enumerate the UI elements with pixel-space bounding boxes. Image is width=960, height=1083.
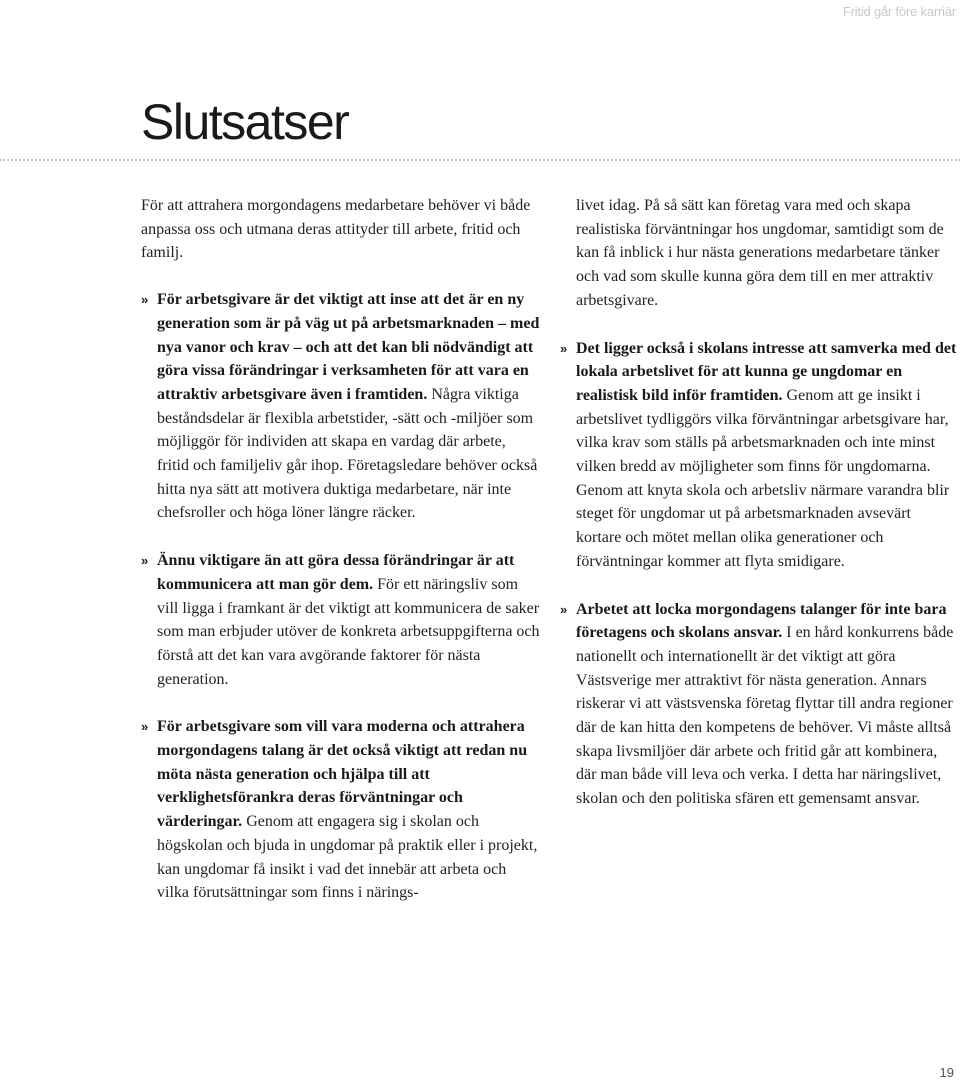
item-body: Genom att engagera sig i skolan och högskolan och bjuda in ungdomar på praktik eller i projekt, kan ungdomar få insikt i vad det innebär att arbeta och vilka förutsättningar som finns i närings- <box>157 813 538 902</box>
bullet-icon: » <box>141 719 149 735</box>
bullet-icon: » <box>560 601 568 617</box>
bullet-icon: » <box>560 340 568 356</box>
continued-paragraph: livet idag. På så sätt kan företag vara med och skapa realistiska förväntningar hos ungdomar, samtidigt som de kan få inblick i hur nästa generations medarbetare tänker och vad som skulle kunna göra dem till en mer attraktiv arbetsgivare. <box>576 197 944 309</box>
right-column <box>560 194 960 835</box>
intro-paragraph: För att attrahera morgondagens medarbetare behöver vi både anpassa oss och utmana deras attityder till arbete, fritid och familj. <box>141 197 531 262</box>
conclusion-item <box>141 288 541 525</box>
running-header: Fritid går före karriär <box>842 4 956 19</box>
conclusion-item <box>560 337 960 574</box>
conclusion-item <box>141 549 541 691</box>
item-body: För ett näringsliv som vill ligga i framkant är det viktigt att kommunicera de saker som man erbjuder utöver de konkreta arbetsuppgifterna och förstå att det kan vara avgörande faktorer för nästa generation. <box>157 575 540 688</box>
item-body: I en hård konkurrens både nationellt och internationellt är det viktigt att göra Västsverige mer attraktivt för nästa generation. Annars riskerar vi att västsvenska företag flyttar till andra regioner där de kan hitta den kompetens de behöver. Vi måste alltså skapa livsmiljöer där arbete och fritid går att kombinera, där man både vill leva och verka. I detta har näringslivet, skolan och den politiska sfären ett gemensamt ansvar. <box>576 624 954 808</box>
item-lead: Det ligger också i skolans intresse att samverka med det lokala arbetslivet för att kunna ge ungdomar en realistisk bild inför framtiden. <box>576 339 957 404</box>
page-number: 19 <box>939 1065 954 1080</box>
page-title: Slutsatser <box>141 94 349 150</box>
conclusion-item <box>560 598 960 811</box>
item-body: Genom att ge insikt i arbetslivet tydliggörs vilka förväntningar arbetsgivare har, vilka krav som ställs på arbetsmarknaden och inte minst vilken bredd av möjligheter som finns för ungdomarna. Genom att knyta skola och arbetsliv närmare varandra blir steget för ungdomar ut på arbetsmarknaden avsevärt kortare och mötet mellan olika generationer och förväntningar kommer att flyta smidigare. <box>576 386 950 570</box>
bullet-icon: » <box>141 553 149 569</box>
dotted-divider <box>0 159 960 161</box>
conclusion-item <box>141 715 541 905</box>
item-lead: För arbetsgivare är det viktigt att inse att det är en ny generation som är på väg ut på arbetsmarknaden – med nya vanor och krav – och att det kan bli nödvändigt att göra vissa förändringar i verksamheten för att vara en attraktiv arbetsgivare även i framtiden. <box>157 291 540 403</box>
item-lead: Ännu viktigare än att göra dessa förändringar är att kommunicera att man gör dem. <box>157 552 515 593</box>
item-lead: För arbetsgivare som vill vara moderna och attrahera morgondagens talang är det också viktigt att redan nu möta nästa generation och hjälpa till att verklighetsförankra deras förväntningar och värderingar. <box>157 718 528 831</box>
bullet-icon: » <box>141 292 149 308</box>
item-body: Några viktiga beståndsdelar är flexibla arbetstider, -sätt och -miljöer som möjliggör för individen att skapa en vardag där arbete, fritid och familjeliv går ihop. Företagsledare behöver också hitta nya sätt att motivera duktiga medarbetare, när inte chefsroller och höga löner längre räcker. <box>157 385 538 522</box>
item-lead: Arbetet att locka morgondagens talanger för inte bara företagens och skolans ansvar. <box>576 600 947 642</box>
left-column <box>141 194 541 929</box>
